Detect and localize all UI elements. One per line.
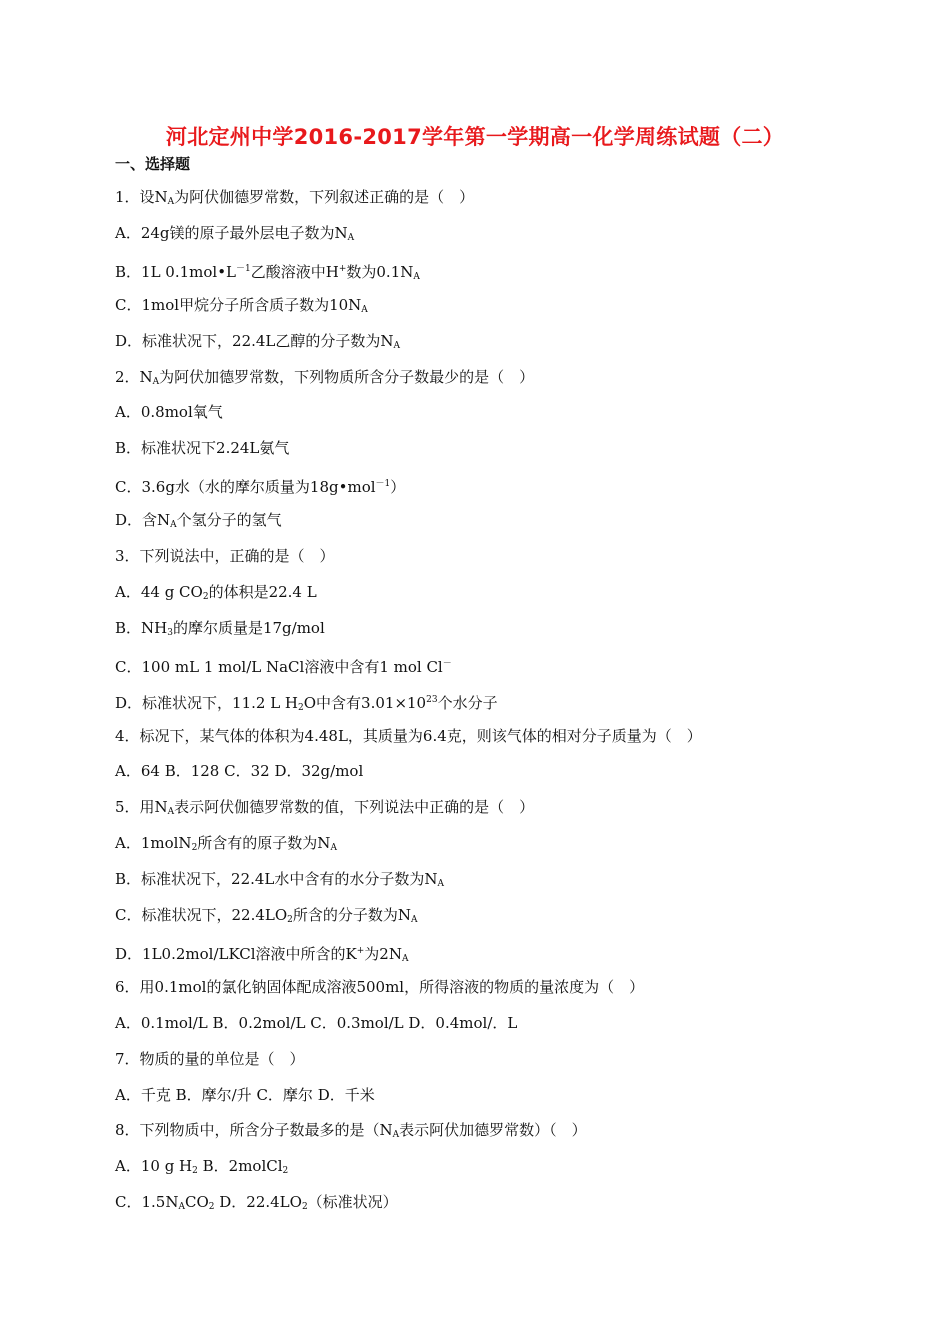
question-line <box>115 474 405 497</box>
line-text: C．1.5N <box>115 1193 179 1212</box>
question-line <box>115 510 282 535</box>
line-text: －1 <box>236 263 251 274</box>
line-text: 所含的分子数为N <box>292 906 412 924</box>
question-line <box>115 331 400 356</box>
line-text: A <box>392 1130 400 1141</box>
line-text: 7．物质的量的单位是（ ） <box>115 1049 305 1068</box>
line-text: ） <box>390 478 406 497</box>
line-text: D．1L0.2mol/LKCl溶液中所含的K <box>115 944 357 963</box>
line-text: B．标准状况下，22.4L水中含有的水分子数为N <box>115 870 438 889</box>
line-text: A <box>330 843 337 854</box>
line-text: 表示阿伏伽德罗常数的值，下列说法中正确的是（ ） <box>174 798 535 817</box>
line-text: D．22.4LO <box>214 1193 302 1212</box>
line-text: 5．用N <box>115 798 168 817</box>
line-text: A <box>178 1202 185 1213</box>
line-text: C．1mol甲烷分子所含质子数为10N <box>115 295 362 314</box>
question-line <box>115 726 702 746</box>
question-line <box>115 654 452 677</box>
question-line <box>115 546 335 566</box>
line-text: 2 <box>282 1166 289 1177</box>
line-text: A．64 B．128 C．32 D．32g/mol <box>115 762 364 781</box>
line-text: A <box>167 197 175 207</box>
line-text: A <box>152 376 160 387</box>
line-text: 数为0.1N <box>346 262 414 281</box>
line-text: D．标准状况下，11.2 L H <box>115 693 299 712</box>
line-text: A <box>393 340 401 351</box>
question-line <box>115 1120 587 1145</box>
question-line <box>115 1156 288 1181</box>
question-line <box>115 761 363 781</box>
line-text: 2 <box>208 1202 215 1213</box>
line-text: 4．标况下，某气体的体积为4.48L，其质量为6.4克，则该气体的相对分子质量为（ ） <box>115 726 702 745</box>
line-text: A．0.8mol氧气 <box>115 403 223 422</box>
line-text: 1．设N <box>115 188 168 206</box>
line-text: 为2N <box>364 944 402 963</box>
line-text: A <box>347 232 355 243</box>
line-text: + <box>338 263 347 274</box>
line-text: 2 <box>287 915 293 925</box>
line-text: C．100 mL 1 mol/L NaCl溶液中含有1 mol Cl <box>115 657 443 676</box>
question-line <box>115 833 337 858</box>
line-text: A．24g镁的原子最外层电子数为N <box>115 223 348 242</box>
line-text: A <box>361 304 368 315</box>
line-text: 个水分子 <box>437 693 498 712</box>
section-heading: 一、选择题 <box>115 155 191 173</box>
line-text: 2 <box>202 591 209 602</box>
question-line <box>115 1192 398 1217</box>
line-text: A．44 g CO <box>115 582 203 601</box>
line-text: 表示阿伏加德罗常数）（ ） <box>399 1121 587 1140</box>
line-text: + <box>356 945 365 956</box>
line-text: A <box>413 271 420 282</box>
line-text: 所含有的原子数为N <box>197 834 331 853</box>
line-text: C．标准状况下，22.4LO <box>115 906 288 924</box>
question-line <box>115 187 474 212</box>
question-line <box>115 259 420 287</box>
line-text: A <box>170 520 177 531</box>
line-text: （标准状况） <box>307 1193 398 1212</box>
line-text: 的摩尔质量是17g/mol <box>172 618 325 637</box>
line-text: B．标准状况下2.24L氨气 <box>115 439 290 458</box>
line-text: B．2molCl <box>197 1157 283 1176</box>
question-line <box>115 1013 517 1033</box>
question-line <box>115 618 325 643</box>
question-line <box>115 438 289 458</box>
line-text: O中含有3.01×10 <box>303 693 427 712</box>
line-text: 6．用0.1mol的氯化钠固体配成溶液500ml，所得溶液的物质的量浓度为（ ） <box>115 977 645 996</box>
line-text: B．NH <box>115 618 168 637</box>
question-line <box>115 1049 305 1069</box>
line-text: A <box>411 915 418 925</box>
line-text: A．10 g H <box>115 1157 193 1176</box>
line-text: 2 <box>301 1202 308 1213</box>
line-text: 8．下列物质中，所含分子数最多的是（N <box>115 1121 393 1140</box>
line-text: 2 <box>191 843 198 854</box>
line-text: A．1molN <box>115 834 192 853</box>
line-text: 3．下列说法中，正确的是（ ） <box>115 547 335 565</box>
line-text: B．1L 0.1mol•L <box>115 262 237 281</box>
line-text: 为阿伏加德罗常数，下列物质所含分子数最少的是（ ） <box>159 367 535 386</box>
line-text: 3 <box>167 627 173 638</box>
question-line <box>115 977 644 997</box>
question-line <box>115 367 534 392</box>
line-text: 2．N <box>115 367 153 386</box>
question-line <box>115 905 418 930</box>
line-text: 2 <box>192 1166 198 1177</box>
line-text: A <box>437 879 445 890</box>
question-line <box>115 690 498 718</box>
line-text: A．0.1mol/L B．0.2mol/L C．0.3mol/L D．0.4mol/．L <box>115 1013 518 1032</box>
document-title: 河北定州中学2016-2017学年第一学期高一化学周练试题（二） <box>165 125 785 149</box>
line-text: A．千克 B．摩尔/升 C．摩尔 D．千米 <box>115 1085 375 1104</box>
line-text: 为阿伏伽德罗常数，下列叙述正确的是（ ） <box>174 188 475 206</box>
line-text: D．标准状况下，22.4L乙醇的分子数为N <box>115 331 394 350</box>
line-text: 的体积是22.4 L <box>208 582 317 601</box>
question-line <box>115 295 368 320</box>
line-text: CO <box>184 1193 209 1212</box>
question-line <box>115 223 354 248</box>
line-text: －1 <box>375 479 391 490</box>
line-text: 23 <box>426 694 438 705</box>
question-line <box>115 797 534 822</box>
line-text: D．含N <box>115 511 171 530</box>
line-text: － <box>442 658 452 669</box>
line-text: 2 <box>298 702 304 713</box>
question-line <box>115 582 317 607</box>
line-text: A <box>401 953 409 964</box>
question-line <box>115 1085 375 1105</box>
question-line <box>115 869 444 894</box>
line-text: 个氢分子的氢气 <box>176 511 282 530</box>
line-text: A <box>167 807 175 818</box>
question-line <box>115 402 223 422</box>
question-line <box>115 941 408 969</box>
line-text: C．3.6g水（水的摩尔质量为18g•mol <box>115 478 376 497</box>
line-text: 乙酸溶液中H <box>250 262 339 281</box>
